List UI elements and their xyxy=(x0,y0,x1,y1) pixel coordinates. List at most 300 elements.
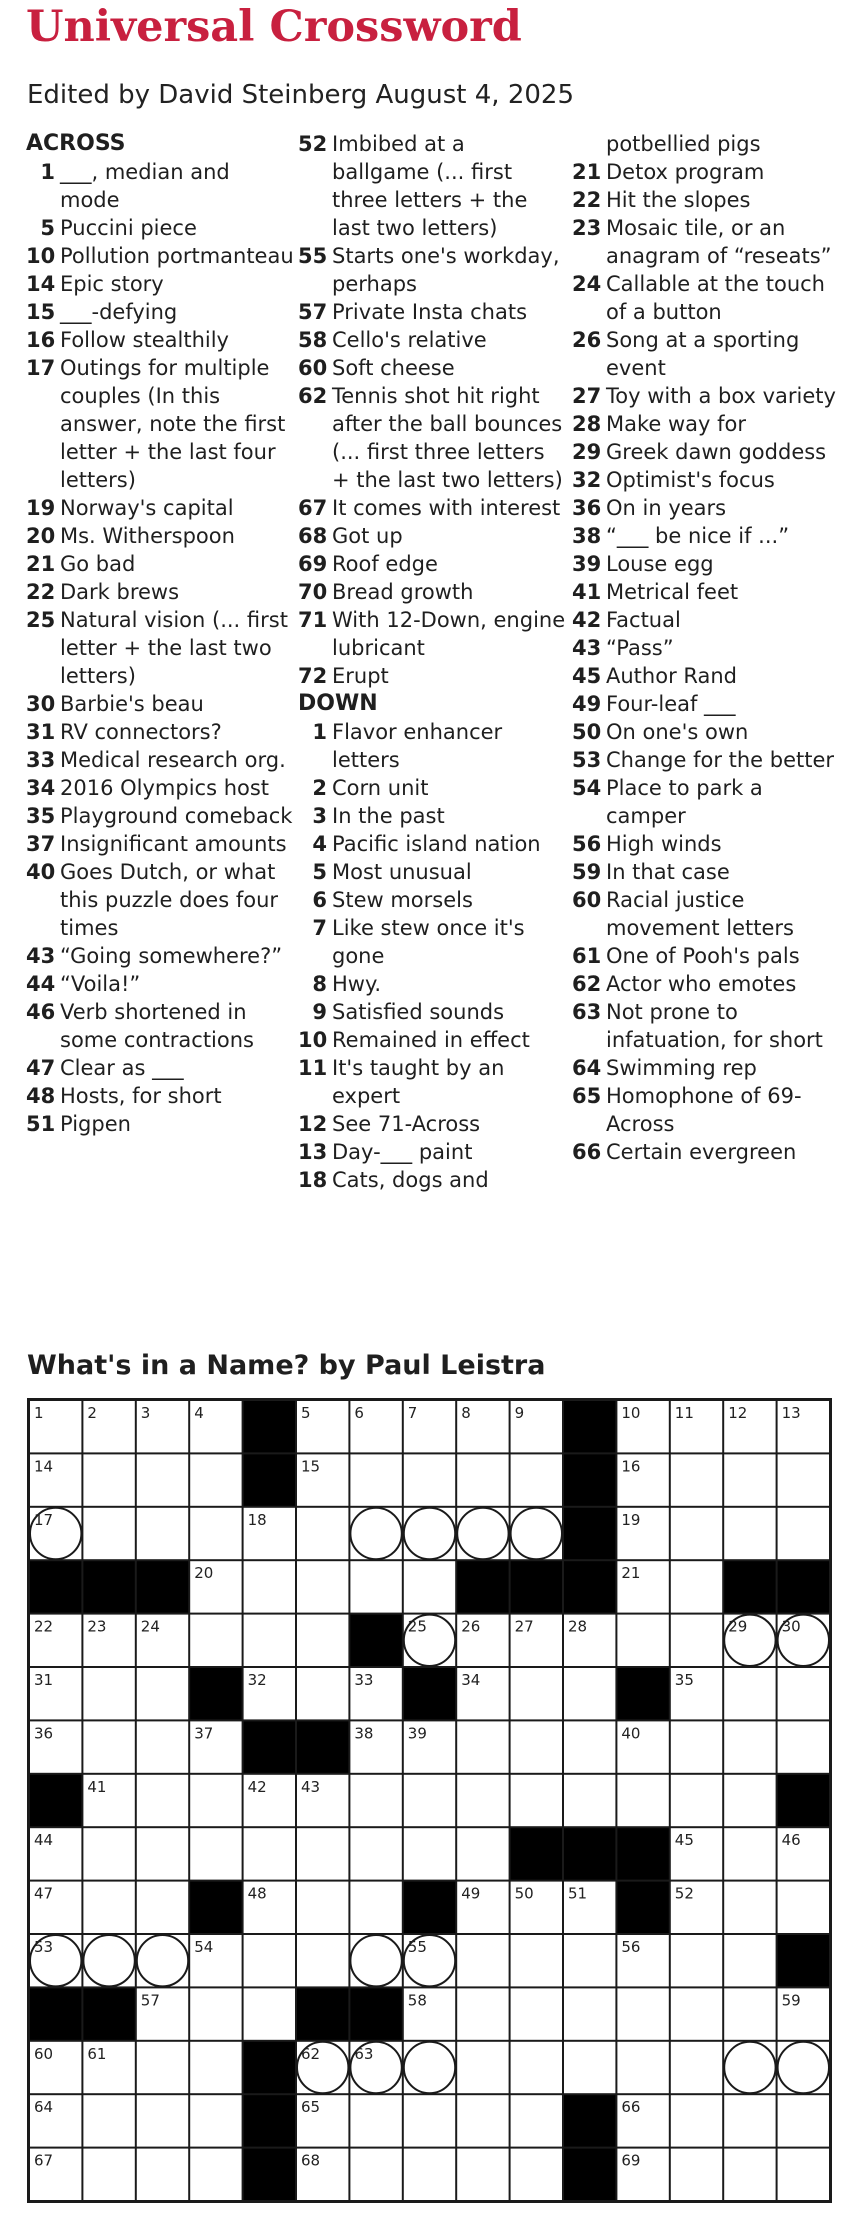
grid-cell[interactable] xyxy=(671,1454,722,1505)
down-clue-41[interactable] xyxy=(572,578,840,606)
clue-text: Private Insta chats xyxy=(332,300,528,324)
grid-cell[interactable] xyxy=(778,1668,829,1719)
clue-number: 1 xyxy=(40,160,55,184)
grid-cell[interactable] xyxy=(724,2149,775,2200)
grid-cell[interactable] xyxy=(297,1561,348,1612)
black-square xyxy=(297,1721,348,1772)
across-clue-60[interactable] xyxy=(298,354,566,382)
grid-cell[interactable] xyxy=(83,2095,134,2146)
black-square xyxy=(350,1988,401,2039)
cell-number: 54 xyxy=(194,1938,214,1956)
grid-cell[interactable] xyxy=(297,1668,348,1719)
grid-cell[interactable] xyxy=(457,1988,508,2039)
grid-cell[interactable] xyxy=(564,2042,615,2093)
grid-cell[interactable] xyxy=(778,1508,829,1559)
across-clue-43[interactable] xyxy=(26,942,294,970)
grid-cell[interactable] xyxy=(297,1828,348,1879)
down-clue-18[interactable] xyxy=(298,1166,566,1194)
black-square xyxy=(564,1454,615,1505)
grid-cell[interactable] xyxy=(724,1454,775,1505)
down-clue-61[interactable] xyxy=(572,942,840,970)
cell-number: 56 xyxy=(621,1938,641,1956)
clue-column-3 xyxy=(572,130,840,1166)
black-square xyxy=(564,1561,615,1612)
grid-cell[interactable] xyxy=(457,1935,508,1986)
grid-cell[interactable] xyxy=(137,1775,188,1826)
down-clue-53[interactable] xyxy=(572,746,840,774)
clue-number: 62 xyxy=(572,972,602,996)
grid-cell[interactable] xyxy=(137,2042,188,2093)
down-clue-23[interactable] xyxy=(572,214,840,270)
cell-number: 25 xyxy=(407,1617,427,1636)
grid-cell[interactable] xyxy=(511,1668,562,1719)
clue-text: “Voila!” xyxy=(60,972,141,996)
down-clue-11[interactable] xyxy=(298,1054,566,1110)
cell-number: 35 xyxy=(674,1671,694,1689)
grid-cell[interactable] xyxy=(244,1935,295,1986)
across-clue-10[interactable] xyxy=(26,242,294,270)
down-clue-36[interactable] xyxy=(572,494,840,522)
clue-number: 56 xyxy=(572,832,602,856)
across-clue-46[interactable] xyxy=(26,998,294,1054)
across-clue-25[interactable] xyxy=(26,606,294,690)
clue-number: 15 xyxy=(26,300,56,324)
grid-cell[interactable] xyxy=(511,2149,562,2200)
across-clue-34[interactable] xyxy=(26,774,294,802)
down-clue-38[interactable] xyxy=(572,522,840,550)
down-clue-29[interactable] xyxy=(572,438,840,466)
across-clue-44[interactable] xyxy=(26,970,294,998)
down-clue-45[interactable] xyxy=(572,662,840,690)
across-clue-14[interactable] xyxy=(26,270,294,298)
down-clue-26[interactable] xyxy=(572,326,840,382)
clue-text: Place to park a camper xyxy=(606,776,763,828)
black-square xyxy=(404,1668,455,1719)
across-clue-20[interactable] xyxy=(26,522,294,550)
clue-text: Make way for xyxy=(606,412,747,436)
black-square xyxy=(297,1988,348,2039)
cell-number: 63 xyxy=(354,2044,374,2063)
grid-cell[interactable] xyxy=(404,2149,455,2200)
grid-cell[interactable] xyxy=(511,1721,562,1772)
down-clue-7[interactable] xyxy=(298,914,566,970)
down-clue-8[interactable] xyxy=(298,970,566,998)
grid-cell[interactable] xyxy=(83,1828,134,1879)
grid-cell[interactable] xyxy=(457,1721,508,1772)
black-square xyxy=(350,1615,401,1666)
cell-number: 43 xyxy=(301,1777,321,1796)
grid-cell[interactable] xyxy=(511,1988,562,2039)
clue-text: Soft cheese xyxy=(332,356,455,380)
across-clue-58[interactable] xyxy=(298,326,566,354)
clue-text: ___-defying xyxy=(60,300,178,324)
cell-number: 41 xyxy=(87,1777,107,1796)
clue-text: potbellied pigs xyxy=(606,132,761,156)
grid-cell[interactable] xyxy=(724,1668,775,1719)
across-clue-15[interactable] xyxy=(26,298,294,326)
down-clue-12[interactable] xyxy=(298,1110,566,1138)
clue-column-2 xyxy=(298,130,566,1194)
grid-cell[interactable] xyxy=(137,1882,188,1933)
grid-cell[interactable] xyxy=(511,2042,562,2093)
down-heading: DOWN xyxy=(298,691,378,716)
grid-cell[interactable] xyxy=(457,2095,508,2146)
grid-cell[interactable] xyxy=(350,1828,401,1879)
clue-text: Epic story xyxy=(60,272,164,296)
black-square xyxy=(617,1828,668,1879)
grid-cell[interactable] xyxy=(457,1828,508,1879)
grid-cell[interactable] xyxy=(137,2149,188,2200)
clue-number: 5 xyxy=(312,860,327,884)
grid-cell[interactable] xyxy=(297,1882,348,1933)
black-square xyxy=(30,1561,81,1612)
down-clue-13[interactable] xyxy=(298,1138,566,1166)
down-clue-1[interactable] xyxy=(298,718,566,774)
grid-cell[interactable] xyxy=(244,1615,295,1666)
grid-cell[interactable] xyxy=(724,1721,775,1772)
across-clue-55[interactable] xyxy=(298,242,566,298)
cell-number: 46 xyxy=(781,1831,801,1850)
crossword-grid-svg[interactable] xyxy=(27,1398,832,2203)
down-clue-2[interactable] xyxy=(298,774,566,802)
across-clue-1[interactable] xyxy=(26,158,294,214)
grid-cell[interactable] xyxy=(671,1988,722,2039)
clue-text: Medical research org. xyxy=(60,748,286,772)
grid-cell[interactable] xyxy=(457,1775,508,1826)
grid-cell[interactable] xyxy=(617,1775,668,1826)
down-clue-21[interactable] xyxy=(572,158,840,186)
grid-cell[interactable] xyxy=(83,1508,134,1559)
grid-cell[interactable] xyxy=(190,1988,241,2039)
grid-cell[interactable] xyxy=(83,1668,134,1719)
black-square xyxy=(617,1882,668,1933)
cell-number: 11 xyxy=(674,1404,694,1422)
grid-cell[interactable] xyxy=(724,1935,775,1986)
clue-text: Certain evergreen xyxy=(606,1140,797,1164)
down-clue-60[interactable] xyxy=(572,886,840,942)
grid-cell[interactable] xyxy=(190,2095,241,2146)
black-square xyxy=(244,1454,295,1505)
grid-cell[interactable] xyxy=(404,1828,455,1879)
cell-number: 20 xyxy=(194,1564,214,1583)
grid-cell[interactable] xyxy=(778,1721,829,1772)
grid-cell[interactable] xyxy=(671,1615,722,1666)
across-clue-70[interactable] xyxy=(298,578,566,606)
down-clue-22[interactable] xyxy=(572,186,840,214)
grid-cell[interactable] xyxy=(724,1882,775,1933)
grid-cell[interactable] xyxy=(137,1721,188,1772)
clue-text: On in years xyxy=(606,496,727,520)
grid-cell[interactable] xyxy=(190,2042,241,2093)
clue-text: Puccini piece xyxy=(60,216,197,240)
grid-cell[interactable] xyxy=(511,1775,562,1826)
clue-text: Tennis shot hit right after the ball bounces (... first three letters + the last two letters) xyxy=(332,384,563,492)
grid-cell[interactable] xyxy=(350,1454,401,1505)
cell-number: 60 xyxy=(34,2044,54,2063)
clue-text: Outings for multiple couples (In this answer, note the first letter + the last four letters) xyxy=(60,356,286,492)
cell-number: 1 xyxy=(34,1404,44,1422)
grid-cell[interactable] xyxy=(297,1508,348,1559)
clue-number: 55 xyxy=(298,244,328,268)
grid-cell[interactable] xyxy=(671,2042,722,2093)
clue-number: 59 xyxy=(572,860,602,884)
down-clue-62[interactable] xyxy=(572,970,840,998)
across-clue-30[interactable] xyxy=(26,690,294,718)
grid-cell[interactable] xyxy=(617,1988,668,2039)
clue-number: 31 xyxy=(26,720,56,744)
cell-number: 49 xyxy=(461,1884,481,1903)
grid-cell[interactable] xyxy=(190,1454,241,1505)
clue-text: Optimist's focus xyxy=(606,468,775,492)
across-clue-51[interactable] xyxy=(26,1110,294,1138)
grid-cell[interactable] xyxy=(778,2095,829,2146)
clue-number: 3 xyxy=(312,804,327,828)
across-clue-17[interactable] xyxy=(26,354,294,494)
grid-cell[interactable] xyxy=(190,2149,241,2200)
clue-text: Got up xyxy=(332,524,403,548)
grid-cell[interactable] xyxy=(190,1508,241,1559)
across-clue-71[interactable] xyxy=(298,606,566,662)
grid-cell[interactable] xyxy=(457,2149,508,2200)
cell-number: 8 xyxy=(461,1404,471,1422)
clue-text: Remained in effect xyxy=(332,1028,530,1052)
down-clue-49[interactable] xyxy=(572,690,840,718)
clue-text: On one's own xyxy=(606,720,749,744)
across-clue-72[interactable] xyxy=(298,662,566,690)
down-clue-66[interactable] xyxy=(572,1138,840,1166)
clue-number: 7 xyxy=(312,916,327,940)
cell-number: 69 xyxy=(621,2151,641,2170)
clue-number: 65 xyxy=(572,1084,602,1108)
clue-text: Racial justice movement letters xyxy=(606,888,794,940)
cell-number: 66 xyxy=(621,2098,641,2117)
across-clue-57[interactable] xyxy=(298,298,566,326)
grid-cell[interactable] xyxy=(137,1454,188,1505)
down-clue-10[interactable] xyxy=(298,1026,566,1054)
grid-cell[interactable] xyxy=(137,1668,188,1719)
clue-number: 10 xyxy=(26,244,56,268)
down-clue-54[interactable] xyxy=(572,774,840,830)
clue-text: Goes Dutch, or what this puzzle does four times xyxy=(60,860,279,940)
grid-cell[interactable] xyxy=(724,1988,775,2039)
clue-number: 38 xyxy=(572,524,602,548)
grid-cell[interactable] xyxy=(404,1454,455,1505)
clue-number: 11 xyxy=(298,1056,328,1080)
grid-cell[interactable] xyxy=(564,1988,615,2039)
grid-cell[interactable] xyxy=(350,1561,401,1612)
clue-text: RV connectors? xyxy=(60,720,222,744)
grid-cell[interactable] xyxy=(564,1668,615,1719)
across-clue-16[interactable] xyxy=(26,326,294,354)
grid-cell[interactable] xyxy=(511,2095,562,2146)
clue-number: 40 xyxy=(26,860,56,884)
down-clue-32[interactable] xyxy=(572,466,840,494)
grid-cell[interactable] xyxy=(724,2095,775,2146)
clue-text: It comes with interest xyxy=(332,496,561,520)
down-clues-part-2 xyxy=(572,158,840,1166)
across-clue-40[interactable] xyxy=(26,858,294,942)
across-clue-52[interactable] xyxy=(298,130,566,242)
across-clue-68[interactable] xyxy=(298,522,566,550)
clue-number: 18 xyxy=(298,1168,328,1192)
grid-cell[interactable] xyxy=(617,2042,668,2093)
clue-number: 49 xyxy=(572,692,602,716)
grid-cell[interactable] xyxy=(671,1508,722,1559)
grid-cell[interactable] xyxy=(83,1721,134,1772)
clue-number: 71 xyxy=(298,608,328,632)
grid-cell[interactable] xyxy=(671,1935,722,1986)
black-square xyxy=(30,1775,81,1826)
across-clue-67[interactable] xyxy=(298,494,566,522)
black-square xyxy=(778,1561,829,1612)
down-clue-6[interactable] xyxy=(298,886,566,914)
grid-cell[interactable] xyxy=(724,1508,775,1559)
grid-cell[interactable] xyxy=(778,1454,829,1505)
clue-number: 39 xyxy=(572,552,602,576)
clue-text: Satisfied sounds xyxy=(332,1000,505,1024)
grid-cell[interactable] xyxy=(564,1775,615,1826)
across-clue-31[interactable] xyxy=(26,718,294,746)
grid-cell[interactable] xyxy=(137,1508,188,1559)
down-clue-9[interactable] xyxy=(298,998,566,1026)
grid-cell[interactable] xyxy=(511,1454,562,1505)
down-clue-28[interactable] xyxy=(572,410,840,438)
down-clue-3[interactable] xyxy=(298,802,566,830)
clue-text: Dark brews xyxy=(60,580,180,604)
grid-cell[interactable] xyxy=(617,1615,668,1666)
grid-cell[interactable] xyxy=(671,1721,722,1772)
cell-number: 4 xyxy=(194,1404,204,1422)
across-clue-19[interactable] xyxy=(26,494,294,522)
black-square xyxy=(724,1561,775,1612)
clue-number: 54 xyxy=(572,776,602,800)
across-clue-22[interactable] xyxy=(26,578,294,606)
cell-number: 13 xyxy=(781,1404,801,1422)
down-clue-5[interactable] xyxy=(298,858,566,886)
grid-cell[interactable] xyxy=(137,2095,188,2146)
grid-cell[interactable] xyxy=(457,1454,508,1505)
grid-cell[interactable] xyxy=(137,1828,188,1879)
down-clue-42[interactable] xyxy=(572,606,840,634)
grid-cell[interactable] xyxy=(83,2149,134,2200)
clue-text: Not prone to infatuation, for short xyxy=(606,1000,823,1052)
clue-text: Norway's capital xyxy=(60,496,234,520)
grid-cell[interactable] xyxy=(350,2095,401,2146)
grid-cell[interactable] xyxy=(404,2095,455,2146)
clue-number: 23 xyxy=(572,216,602,240)
down-clue-24[interactable] xyxy=(572,270,840,326)
grid-cell[interactable] xyxy=(244,1988,295,2039)
grid-cell[interactable] xyxy=(350,1775,401,1826)
across-clue-35[interactable] xyxy=(26,802,294,830)
across-clue-47[interactable] xyxy=(26,1054,294,1082)
clue-number: 22 xyxy=(572,188,602,212)
clue-text: Greek dawn goddess xyxy=(606,440,827,464)
cell-number: 30 xyxy=(781,1617,801,1636)
down-clue-39[interactable] xyxy=(572,550,840,578)
grid-cell[interactable] xyxy=(244,1561,295,1612)
across-clue-37[interactable] xyxy=(26,830,294,858)
grid-cell[interactable] xyxy=(671,2095,722,2146)
cell-number: 14 xyxy=(34,1457,54,1476)
grid-cell[interactable] xyxy=(671,1561,722,1612)
clue-text: Most unusual xyxy=(332,860,472,884)
grid-cell[interactable] xyxy=(564,1721,615,1772)
black-square xyxy=(511,1828,562,1879)
down-clue-63[interactable] xyxy=(572,998,840,1054)
cell-number: 5 xyxy=(301,1404,311,1422)
grid-cell[interactable] xyxy=(457,2042,508,2093)
grid-cell[interactable] xyxy=(350,2149,401,2200)
crossword-grid[interactable] xyxy=(27,1398,832,2203)
grid-cell[interactable] xyxy=(511,1935,562,1986)
grid-cell[interactable] xyxy=(671,1775,722,1826)
grid-cell[interactable] xyxy=(190,1828,241,1879)
black-square xyxy=(564,1828,615,1879)
across-clue-33[interactable] xyxy=(26,746,294,774)
across-heading: ACROSS xyxy=(26,131,126,156)
cell-number: 52 xyxy=(674,1884,694,1903)
across-clue-5[interactable] xyxy=(26,214,294,242)
clue-number: 60 xyxy=(298,356,328,380)
grid-cell[interactable] xyxy=(564,1935,615,1986)
across-clue-62[interactable] xyxy=(298,382,566,494)
cell-number: 59 xyxy=(781,1991,801,2010)
grid-cell[interactable] xyxy=(724,1775,775,1826)
grid-cell[interactable] xyxy=(83,1454,134,1505)
grid-cell[interactable] xyxy=(671,2149,722,2200)
grid-cell[interactable] xyxy=(404,1775,455,1826)
black-square xyxy=(778,1935,829,1986)
down-clue-64[interactable] xyxy=(572,1054,840,1082)
down-clue-27[interactable] xyxy=(572,382,840,410)
clue-text: Go bad xyxy=(60,552,136,576)
across-clue-21[interactable] xyxy=(26,550,294,578)
clue-number: 57 xyxy=(298,300,328,324)
down-clue-50[interactable] xyxy=(572,718,840,746)
grid-cell[interactable] xyxy=(190,1775,241,1826)
clue-text: Insignificant amounts xyxy=(60,832,287,856)
down-clue-59[interactable] xyxy=(572,858,840,886)
grid-cell[interactable] xyxy=(244,1828,295,1879)
grid-cell[interactable] xyxy=(83,1882,134,1933)
cell-number: 40 xyxy=(621,1724,641,1743)
grid-cell[interactable] xyxy=(778,2149,829,2200)
grid-cell[interactable] xyxy=(778,1882,829,1933)
grid-cell[interactable] xyxy=(404,1561,455,1612)
clue-text: Bread growth xyxy=(332,580,474,604)
down-clue-65[interactable] xyxy=(572,1082,840,1138)
grid-cell[interactable] xyxy=(297,1935,348,1986)
down-clue-43[interactable] xyxy=(572,634,840,662)
down-clue-56[interactable] xyxy=(572,830,840,858)
grid-cell[interactable] xyxy=(190,1615,241,1666)
across-clue-69[interactable] xyxy=(298,550,566,578)
down-clue-4[interactable] xyxy=(298,830,566,858)
grid-cell[interactable] xyxy=(350,1882,401,1933)
clue-number: 13 xyxy=(298,1140,328,1164)
cell-number: 22 xyxy=(34,1617,54,1636)
clue-text: It's taught by an expert xyxy=(332,1056,505,1108)
cell-number: 21 xyxy=(621,1564,641,1583)
cell-number: 31 xyxy=(34,1671,54,1689)
clue-text: Stew morsels xyxy=(332,888,473,912)
grid-cell[interactable] xyxy=(297,1615,348,1666)
black-square xyxy=(190,1668,241,1719)
clue-number: 36 xyxy=(572,496,602,520)
grid-cell[interactable] xyxy=(724,1828,775,1879)
across-clue-48[interactable] xyxy=(26,1082,294,1110)
